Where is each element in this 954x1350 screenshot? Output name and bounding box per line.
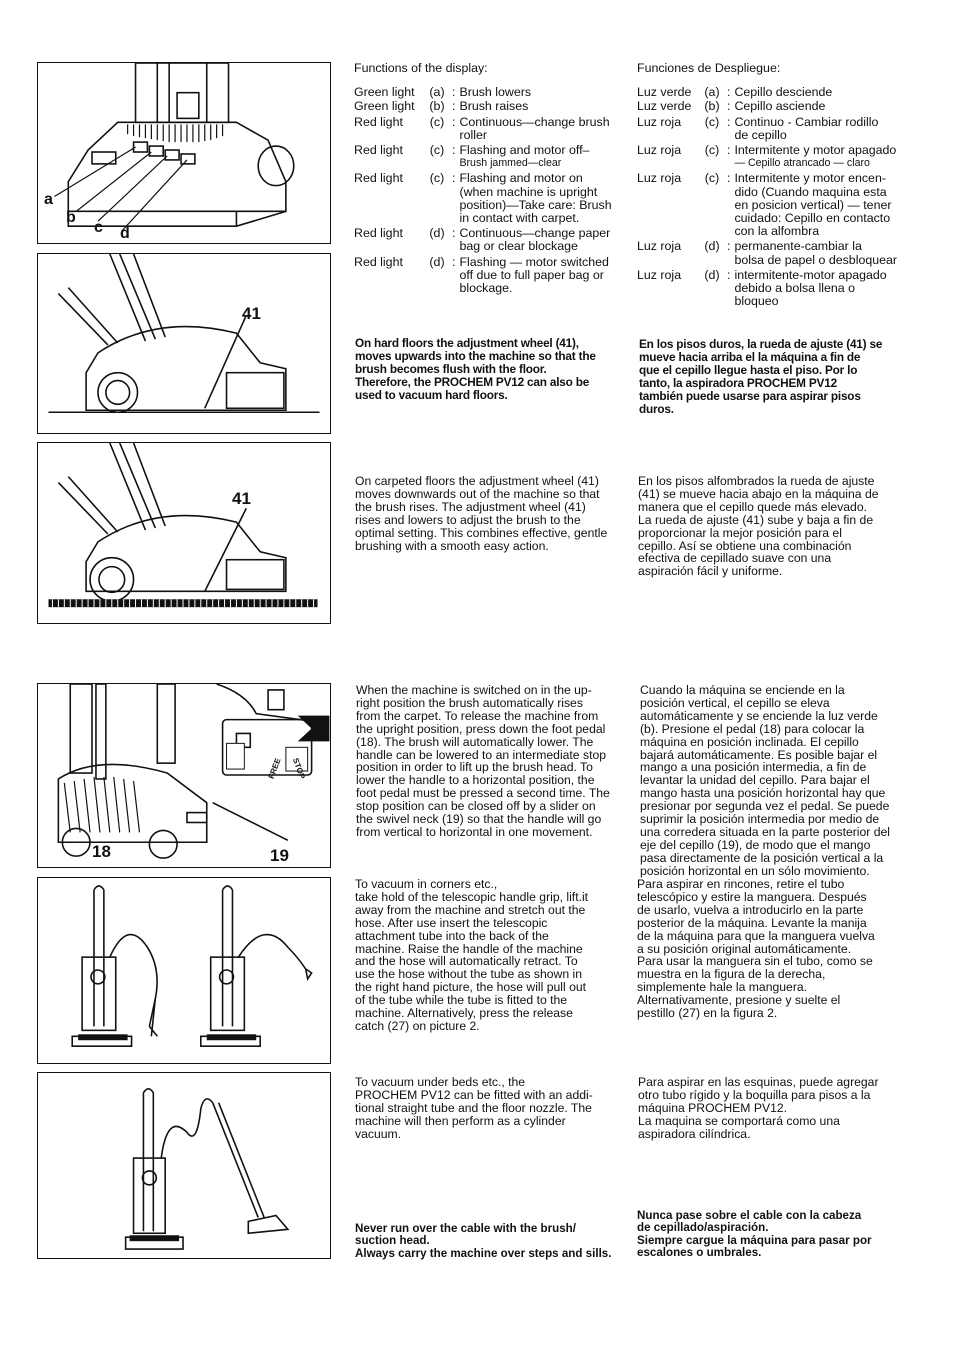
light-meaning-text: Cepillo desciende bbox=[734, 85, 833, 100]
figure-hose-corners bbox=[37, 877, 331, 1064]
light-code: (c) bbox=[429, 143, 445, 158]
light-name: Red light bbox=[354, 171, 403, 186]
beds-en: To vacuum under beds etc., the PROCHEM PV12 can be fitted with an addi- tional straight tube and the floor nozzle. The machine will then perform as a cylinder vacuum. bbox=[355, 1075, 593, 1141]
light-meaning bbox=[455, 86, 616, 99]
corners-es: Para aspirar en rincones, retire el tubo telescópico y estire la manguera. Después de usarlo, vuelva a introducirlo en la parte posterior de la máquina. Levante la manija de la máquina para que la manguera vuelva a su posición original automáticamente. Para usar la manguera sin el tubo, como se muestra en la figura de la derecha, simplemente hale la manguera. Alternativamente, presione y suelte el pestillo (27) en la figura 2. bbox=[637, 877, 875, 1021]
carpet-es: En los pisos alfombrados la rueda de ajuste (41) se mueve hacia abajo en la máquina de manera que el cepillo quede más elevado. La rueda de ajuste (41) sube y baja a fin de proporcionar la mejor posición para el cepillo. Así se obtiene una combinación efectiva de cepillado suave con una aspiración fácil y uniforme. bbox=[638, 474, 879, 579]
light-name: Luz roja bbox=[637, 114, 682, 129]
light-meaning bbox=[455, 172, 616, 225]
label-a: a bbox=[44, 191, 53, 208]
light-colon: : bbox=[452, 254, 456, 269]
figure-hard-floor bbox=[37, 253, 331, 434]
hard-floor-illustration bbox=[38, 254, 330, 433]
light-colon: : bbox=[452, 85, 456, 100]
light-colon: : bbox=[727, 143, 731, 158]
display-light-row bbox=[637, 86, 909, 99]
light-meaning-text: Cepillo asciende bbox=[734, 99, 826, 114]
light-meaning bbox=[730, 240, 909, 266]
foot-pedal-illustration bbox=[38, 684, 330, 867]
display-light-row bbox=[637, 269, 909, 309]
beds-es: Para aspirar en las esquinas, puede agregar otro tubo rígido y la boquilla para pisos a la máquina PROCHEM PV12. La maquina se comportará como una aspiradora cilíndrica. bbox=[638, 1075, 879, 1141]
light-meaning-text: Continuous—change paper bag or clear blockage bbox=[459, 226, 611, 254]
light-meaning bbox=[730, 100, 909, 113]
light-name: Red light bbox=[354, 143, 403, 158]
light-code: (d) bbox=[429, 226, 445, 241]
light-code: (c) bbox=[429, 114, 445, 129]
display-light-row bbox=[354, 172, 616, 225]
light-name: Luz roja bbox=[637, 239, 682, 254]
light-meaning bbox=[455, 227, 616, 253]
light-meaning bbox=[730, 86, 909, 99]
hard-floors-en: On hard floors the adjustment wheel (41), moves upwards into the machine so that the brush becomes flush with the floor. Therefore, the PROCHEM PV12 can also be used to vacuum hard floors. bbox=[355, 336, 596, 402]
display-light-row bbox=[637, 116, 909, 142]
label-41-carpet: 41 bbox=[232, 489, 251, 508]
light-meaning-text: Continuous—change brush roller bbox=[459, 114, 610, 142]
hose-corners-illustration bbox=[38, 878, 330, 1063]
light-name: Luz verde bbox=[637, 85, 692, 100]
figure-carpet bbox=[37, 442, 331, 624]
hard-floors-es: En los pisos duros, la rueda de ajuste (41) se mueve hacia arriba el la máquina a fin de que el cepillo llegue hasta el piso. Por lo tanto, la aspiradora PROCHEM PV12 también puede usarse para aspirar pisos duros. bbox=[639, 337, 883, 416]
light-code: (c) bbox=[704, 143, 720, 158]
light-meaning bbox=[455, 256, 616, 296]
light-meaning bbox=[455, 144, 616, 170]
label-free: FREE bbox=[266, 756, 283, 781]
light-code: (d) bbox=[429, 254, 445, 269]
display-light-row bbox=[354, 116, 616, 142]
display-light-row bbox=[637, 240, 909, 266]
carpet-en: On carpeted floors the adjustment wheel (41) moves downwards out of the machine so that the brush rises. The adjustment wheel (41) rises and lowers to adjust the brush to the optimal setting. This combines effective, gentle brushing with a smooth easy action. bbox=[355, 474, 608, 553]
display-light-row bbox=[354, 100, 616, 113]
label-19: 19 bbox=[270, 846, 289, 865]
light-code: (b) bbox=[429, 99, 445, 114]
figure-under-beds bbox=[37, 1072, 331, 1259]
label-d: d bbox=[120, 225, 130, 242]
light-code: (c) bbox=[704, 171, 720, 186]
upright-es: Cuando la máquina se enciende en la posición vertical, el cepillo se eleva automáticamente y se enciende la luz verde (b). Presione el pedal (18) para colocar la máquina en posición inclinada. El cepillo bajará automáticamente. Es posible bajar el mango a una posición intermedia, a fin de levantar la unidad del cepillo. Para bajar el mango hasta una posición horizontal hay que presionar por segunda vez el pedal. Se puede suprimir la posición intermedia por medio de una corredera situada en la parte posterior del eje del cepillo (19), de modo que el mango pasa directamente de la posición vertical a la posición horizontal en un sólo movimiento. bbox=[640, 683, 890, 878]
light-meaning-text: Intermitente y motor apagado bbox=[734, 143, 897, 158]
light-name: Green light bbox=[354, 85, 415, 100]
label-b: b bbox=[66, 209, 76, 226]
display-light-row bbox=[354, 144, 616, 170]
light-name: Red light bbox=[354, 114, 403, 129]
warning-es: Nunca pase sobre el cable con la cabeza de cepillado/aspiración. Siempre cargue la máquina para pasar por escalones o umbrales. bbox=[637, 1209, 872, 1260]
light-colon: : bbox=[727, 267, 731, 282]
display-light-row bbox=[637, 172, 909, 238]
light-colon: : bbox=[452, 171, 456, 186]
light-colon: : bbox=[727, 171, 731, 186]
light-meaning-text: Brush raises bbox=[459, 99, 529, 114]
light-code: (c) bbox=[704, 114, 720, 129]
display-light-row bbox=[354, 227, 616, 253]
light-name: Red light bbox=[354, 226, 403, 241]
label-41-hard: 41 bbox=[242, 304, 261, 323]
light-code: (a) bbox=[429, 85, 445, 100]
light-colon: : bbox=[727, 114, 731, 129]
light-meaning-text: Flashing — motor switched off due to full paper bag or blockage. bbox=[459, 254, 609, 296]
display-light-row bbox=[637, 100, 909, 113]
label-18: 18 bbox=[92, 842, 111, 861]
light-colon: : bbox=[452, 143, 456, 158]
light-colon: : bbox=[727, 85, 731, 100]
light-meaning-text: permanente-cambiar la bolsa de papel o desbloquear bbox=[734, 239, 898, 267]
light-meaning bbox=[455, 100, 616, 113]
light-code: (a) bbox=[704, 85, 720, 100]
light-meaning bbox=[730, 116, 909, 142]
light-meaning-text: Brush lowers bbox=[459, 85, 532, 100]
carpet-illustration bbox=[38, 443, 330, 623]
light-colon: : bbox=[452, 99, 456, 114]
figure-foot-pedal bbox=[37, 683, 331, 868]
light-colon: : bbox=[727, 99, 731, 114]
light-meaning-text: Intermitente y motor encen- dido (Cuando maquina esta en posicion vertical) — tener cuidado: Cepillo en contacto con la alfombra bbox=[734, 171, 892, 239]
figure-display-panel bbox=[37, 62, 331, 244]
display-lights-es bbox=[637, 86, 909, 308]
display-light-row bbox=[637, 144, 909, 170]
upright-en: When the machine is switched on in the up- right position the brush automatically rises from the carpet. To release the machine from the upright position, press down the foot pedal (18). The brush will automatically lower. The handle can be lowered to an intermediate stop position in order to lift up the brush head. To lower the handle to a horizontal position, the foot pedal must be pressed a second time. The stop position can be closed off by a slider on the swivel neck (19) so that the handle will go from vertical to horizontal in one movement. bbox=[356, 683, 610, 839]
light-meaning bbox=[730, 172, 909, 238]
light-meaning-sub: Brush jammed—clear bbox=[459, 157, 562, 170]
light-name: Red light bbox=[354, 254, 403, 269]
light-code: (b) bbox=[704, 99, 720, 114]
light-code: (d) bbox=[704, 267, 720, 282]
display-heading-es: Funciones de Despliegue: bbox=[637, 61, 781, 75]
light-meaning-text: intermitente-motor apagado debido a bolsa llena o bloqueo bbox=[734, 267, 887, 309]
label-stop: STOP bbox=[290, 756, 307, 781]
light-meaning-text: Continuo - Cambiar rodillo de cepillo bbox=[734, 114, 879, 142]
display-functions-es bbox=[637, 62, 909, 310]
light-name: Luz roja bbox=[637, 171, 682, 186]
display-functions-en bbox=[354, 62, 616, 297]
label-c: c bbox=[94, 219, 103, 236]
corners-en: To vacuum in corners etc., take hold of the telescopic handle grip, lift.it away from the machine and stretch out the hose. After use insert the telescopic attachment tube into the back of the machine. Raise the handle of the machine and the hose will automatically retract. To use the hose without the tube as shown in the right hand picture, the hose will pull out of the tube while the tube is fitted to the machine. Alternatively, press the release catch (27) on picture 2. bbox=[355, 877, 589, 1033]
light-meaning-text: Flashing and motor off– bbox=[459, 143, 590, 158]
display-light-row bbox=[354, 256, 616, 296]
light-meaning bbox=[455, 116, 616, 142]
light-code: (c) bbox=[429, 171, 445, 186]
light-name: Luz verde bbox=[637, 99, 692, 114]
light-meaning-sub: — Cepillo atrancado — claro bbox=[734, 157, 870, 170]
warning-en: Never run over the cable with the brush/ suction head. Always carry the machine over steps and sills. bbox=[355, 1222, 612, 1260]
light-meaning bbox=[730, 269, 909, 309]
display-lights-en bbox=[354, 86, 616, 295]
light-name: Luz roja bbox=[637, 143, 682, 158]
under-beds-illustration bbox=[38, 1073, 330, 1258]
light-colon: : bbox=[452, 114, 456, 129]
light-name: Luz roja bbox=[637, 267, 682, 282]
light-name: Green light bbox=[354, 99, 415, 114]
light-colon: : bbox=[727, 239, 731, 254]
display-panel-illustration bbox=[38, 63, 330, 243]
display-heading-en: Functions of the display: bbox=[354, 61, 488, 75]
display-light-row bbox=[354, 86, 616, 99]
light-colon: : bbox=[452, 226, 456, 241]
light-meaning-text: Flashing and motor on (when machine is upright position)—Take care: Brush in contact with carpet. bbox=[459, 171, 612, 226]
light-meaning bbox=[730, 144, 909, 170]
light-code: (d) bbox=[704, 239, 720, 254]
